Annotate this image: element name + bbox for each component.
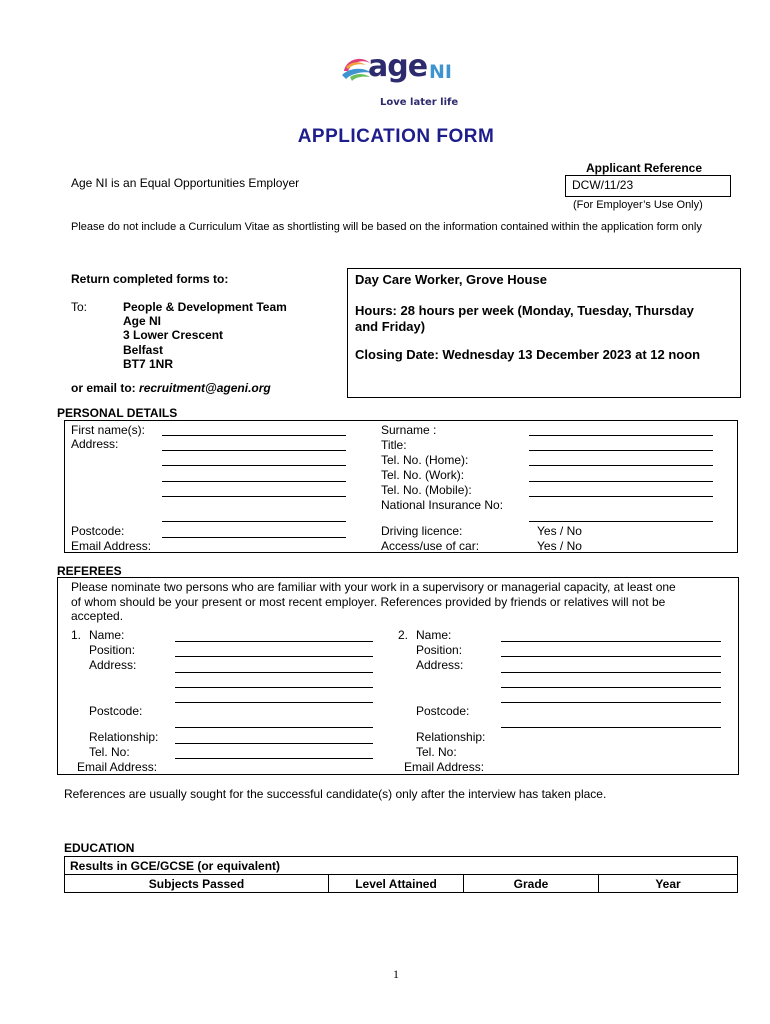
referees-intro xyxy=(71,580,676,624)
referee-2-address-field[interactable] xyxy=(501,672,721,673)
referee-1-labels xyxy=(89,628,136,673)
column-header-subjects: Subjects Passed xyxy=(65,875,329,893)
return-address-line: 3 Lower Crescent xyxy=(123,328,224,343)
referee-position-label: Position: xyxy=(416,643,463,657)
email-prefix: or email to: xyxy=(71,381,136,395)
tel-work-field[interactable] xyxy=(529,481,713,482)
closing-date: Closing Date: Wednesday 13 December 2023 at 12 noon xyxy=(355,347,701,362)
title-label: Title: xyxy=(381,438,407,452)
cv-note: Please do not include a Curriculum Vitae as shortlisting will be based on the information contained within the application form only xyxy=(71,221,702,233)
referee-1-contact-labels xyxy=(89,730,158,760)
logo-tagline: Love later life xyxy=(380,97,459,108)
return-address-line: Age NI xyxy=(123,314,162,329)
logo-word-ni: NI xyxy=(429,61,452,83)
return-address-line: BT7 1NR xyxy=(123,356,174,371)
referee-email-label: Email Address: xyxy=(77,760,158,774)
applicant-reference-box[interactable] xyxy=(565,175,731,197)
address-field-line[interactable] xyxy=(162,521,346,522)
referee-address-label: Address: xyxy=(89,658,137,672)
return-to-label: To: xyxy=(71,300,88,314)
tel-work-label: Tel. No. (Work): xyxy=(381,468,465,482)
car-access-label: Access/use of car: xyxy=(381,539,480,553)
referees-intro-line: Please nominate two persons who are familiar with your work in a supervisory or managerial capacity, at least one xyxy=(71,580,676,594)
education-table xyxy=(64,856,738,893)
referee-tel-label: Tel. No: xyxy=(416,745,457,759)
postcode-field[interactable] xyxy=(162,537,346,538)
first-name-label: First name(s): xyxy=(71,423,146,437)
column-header-level: Level Attained xyxy=(329,875,464,893)
education-table-title: Results in GCE/GCSE (or equivalent) xyxy=(65,857,738,875)
column-header-grade: Grade xyxy=(464,875,599,893)
tel-mobile-label: Tel. No. (Mobile): xyxy=(381,483,472,497)
referee-2-address-field[interactable] xyxy=(501,687,721,688)
return-email-line xyxy=(71,381,271,395)
applicant-reference-value: DCW/11/23 xyxy=(572,178,634,192)
recruitment-email-link[interactable]: recruitment@ageni.org xyxy=(139,381,271,395)
referee-name-label: Name: xyxy=(89,628,125,642)
referees-intro-line: accepted. xyxy=(71,609,124,623)
job-hours-line1: Hours: 28 hours per week (Monday, Tuesday, Thursday xyxy=(355,303,694,318)
first-name-field[interactable] xyxy=(162,435,346,436)
return-address xyxy=(123,300,287,371)
referee-1-position-field[interactable] xyxy=(175,656,373,657)
referee-1-name-field[interactable] xyxy=(175,641,373,642)
logo-word-age: age xyxy=(368,49,428,84)
page-number: 1 xyxy=(393,967,399,981)
address-field-line[interactable] xyxy=(162,450,346,451)
referee-relationship-label: Relationship: xyxy=(416,730,486,744)
postcode-label: Postcode: xyxy=(71,524,125,538)
age-ni-logo xyxy=(340,47,470,117)
referee-name-label: Name: xyxy=(416,628,452,642)
referee-2-name-field[interactable] xyxy=(501,641,721,642)
referee-1-relationship-field[interactable] xyxy=(175,743,373,744)
referee-2-number: 2. xyxy=(398,628,409,642)
referee-postcode-label: Postcode: xyxy=(89,704,143,718)
personal-right-labels xyxy=(381,423,503,513)
referee-email-label: Email Address: xyxy=(404,760,485,774)
personal-details-heading: PERSONAL DETAILS xyxy=(57,406,178,420)
table-row xyxy=(65,875,738,893)
return-address-line: Belfast xyxy=(123,342,164,357)
referee-postcode-label: Postcode: xyxy=(416,704,470,718)
car-access-yes-no[interactable]: Yes / No xyxy=(537,539,582,553)
referees-intro-line: of whom should be your present or most recent employer. References provided by friends or relatives will not be xyxy=(71,594,666,609)
referee-1-address-field[interactable] xyxy=(175,687,373,688)
referee-2-postcode-field[interactable] xyxy=(501,727,721,728)
referee-2-contact-labels xyxy=(416,730,485,760)
ni-number-label: National Insurance No: xyxy=(381,498,504,512)
surname-label: Surname : xyxy=(381,423,437,437)
referee-2-labels xyxy=(416,628,463,673)
return-heading: Return completed forms to: xyxy=(71,272,229,286)
referee-1-tel-field[interactable] xyxy=(175,758,373,759)
column-header-year: Year xyxy=(599,875,738,893)
job-hours xyxy=(355,303,694,335)
referee-2-position-field[interactable] xyxy=(501,656,721,657)
references-footnote: References are usually sought for the successful candidate(s) only after the interview has taken place. xyxy=(64,787,607,801)
referee-relationship-label: Relationship: xyxy=(89,730,159,744)
education-heading: EDUCATION xyxy=(64,841,135,855)
tel-mobile-field[interactable] xyxy=(529,496,713,497)
title-field[interactable] xyxy=(529,450,713,451)
email-label: Email Address: xyxy=(71,539,152,553)
tel-home-field[interactable] xyxy=(529,465,713,466)
surname-field[interactable] xyxy=(529,435,713,436)
driving-licence-yes-no[interactable]: Yes / No xyxy=(537,524,582,538)
referee-tel-label: Tel. No: xyxy=(89,745,130,759)
referee-1-postcode-field[interactable] xyxy=(175,727,373,728)
applicant-reference-label: Applicant Reference xyxy=(586,161,703,175)
form-title: APPLICATION FORM xyxy=(297,126,495,147)
referee-1-address-field[interactable] xyxy=(175,672,373,673)
address-label: Address: xyxy=(71,437,119,451)
address-field-line[interactable] xyxy=(162,496,346,497)
referees-heading: REFEREES xyxy=(57,564,122,578)
referee-address-label: Address: xyxy=(416,658,464,672)
referee-position-label: Position: xyxy=(89,643,136,657)
tel-home-label: Tel. No. (Home): xyxy=(381,453,469,467)
equal-opportunities-text: Age NI is an Equal Opportunities Employer xyxy=(71,176,300,190)
referee-1-number: 1. xyxy=(71,628,82,642)
address-field-line[interactable] xyxy=(162,465,346,466)
table-row xyxy=(65,857,738,875)
driving-licence-label: Driving licence: xyxy=(381,524,463,538)
return-address-line: People & Development Team xyxy=(123,300,287,314)
job-hours-line2: and Friday) xyxy=(355,319,426,334)
ni-number-field[interactable] xyxy=(529,521,713,522)
referee-2-address-field[interactable] xyxy=(501,702,721,703)
employer-use-note: (For Employer’s Use Only) xyxy=(573,199,703,211)
address-field-line[interactable] xyxy=(162,481,346,482)
job-title: Day Care Worker, Grove House xyxy=(355,272,547,287)
referee-1-address-field[interactable] xyxy=(175,702,373,703)
